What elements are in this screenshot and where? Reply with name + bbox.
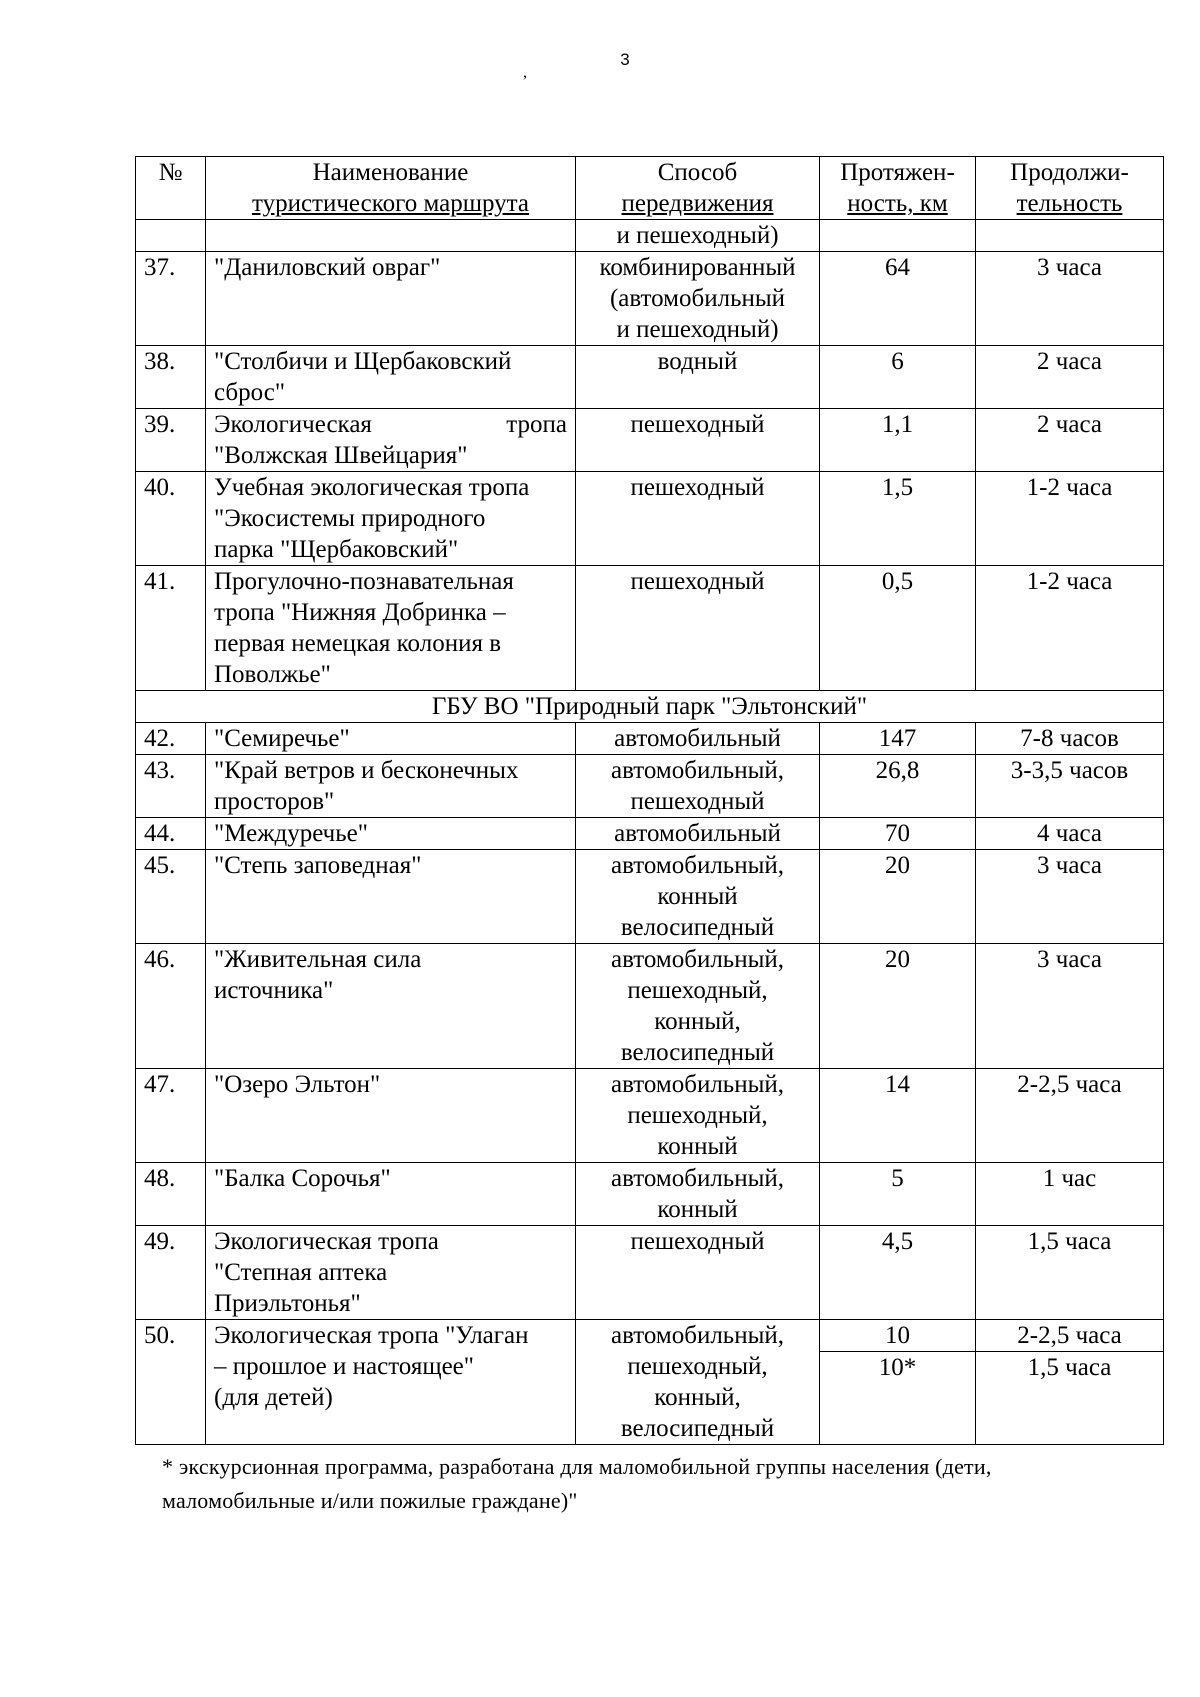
route-duration <box>976 1069 1164 1163</box>
transport-mode <box>576 723 820 755</box>
cell-line: Экологическая тропа <box>214 411 567 438</box>
cell-line: конный, <box>654 1008 741 1035</box>
cell-line: автомобильный, <box>611 1322 784 1349</box>
route-duration <box>976 755 1164 818</box>
cell-line: велосипедный <box>620 914 775 941</box>
cell-line: Прогулочно-познавательная <box>214 568 514 595</box>
row-number: 41. <box>136 566 206 691</box>
row-number: 39. <box>136 409 206 472</box>
cell-line: 1-2 часа <box>1026 568 1113 595</box>
cell-line: водный <box>657 348 738 375</box>
route-length <box>820 566 976 691</box>
cell-line: 70 <box>885 820 910 847</box>
route-name <box>206 346 576 409</box>
route-name <box>206 472 576 566</box>
cell-line: 2 часа <box>1037 411 1102 438</box>
route-duration <box>976 566 1164 691</box>
cell-line: автомобильный, <box>611 1165 784 1192</box>
cell-line: Способ <box>657 159 738 186</box>
row-number: 43. <box>136 755 206 818</box>
cell-line: ность, км <box>847 190 948 217</box>
section-title: ГБУ ВО "Природный парк "Эльтонский" <box>136 691 1164 723</box>
cell-line: конный <box>657 883 738 910</box>
cell-line: "Экосистемы природного <box>214 505 486 532</box>
transport-mode <box>576 818 820 850</box>
cell-line: автомобильный, <box>611 946 784 973</box>
transport-mode <box>576 1320 820 1445</box>
cell-line: первая немецкая колония в <box>214 630 502 657</box>
cell-line: пешеходный <box>630 1228 765 1255</box>
cell-line: 147 <box>878 725 917 752</box>
cell-name <box>206 220 576 252</box>
table-row <box>136 409 1164 472</box>
header-length <box>820 157 976 220</box>
route-name <box>206 566 576 691</box>
footnote: * экскурсионная программа, разработана для маломобильной группы населения (дети, маломобильные и/или пожилые граждане)" <box>162 1454 992 1513</box>
row-number: 44. <box>136 818 206 850</box>
transport-mode <box>576 566 820 691</box>
route-length <box>820 409 976 472</box>
route-duration <box>976 944 1164 1069</box>
table-body <box>136 220 1164 1445</box>
row-number: 45. <box>136 850 206 944</box>
cell-line: автомобильный <box>614 820 781 847</box>
cell-line: автомобильный <box>614 725 781 752</box>
route-duration <box>976 1163 1164 1226</box>
cell-line: конный <box>657 1133 738 1160</box>
cell-line: и пешеходный) <box>616 316 779 343</box>
cell-line: Учебная экологическая тропа <box>214 474 530 501</box>
transport-mode <box>576 850 820 944</box>
transport-mode <box>576 252 820 346</box>
route-name <box>206 723 576 755</box>
cell-line: – прошлое и настоящее" <box>214 1353 474 1380</box>
cell-line: автомобильный, <box>611 757 784 784</box>
cell-line: "Живительная сила <box>214 946 422 973</box>
cell-line: 3 часа <box>1037 852 1102 879</box>
cell-line: 1-2 часа <box>1026 474 1113 501</box>
cell-line: (автомобильный <box>609 285 786 312</box>
cell-line: 64 <box>885 254 910 281</box>
table-row <box>136 346 1164 409</box>
cell-line: передвижения <box>621 190 774 217</box>
route-length <box>820 1069 976 1163</box>
cell-line: 14 <box>885 1071 910 1098</box>
cell-line: Экологическая тропа <box>214 1228 439 1255</box>
route-length <box>820 346 976 409</box>
header-row <box>136 157 1164 220</box>
cell-line: 26,8 <box>875 757 920 784</box>
transport-mode <box>576 472 820 566</box>
cell-line: "Волжская Швейцария" <box>214 442 468 469</box>
cell-line: просторов" <box>214 788 335 815</box>
cell-line: 4 часа <box>1037 820 1102 847</box>
cell-line: "Озеро Эльтон" <box>214 1071 381 1098</box>
route-duration <box>976 472 1164 566</box>
cell-line: 1,5 часа <box>1027 1228 1112 1255</box>
route-length <box>820 472 976 566</box>
cell-line: Приэльтонья" <box>214 1290 361 1317</box>
cell-line: 1,5 <box>881 474 914 501</box>
cell-line: 4,5 <box>881 1228 914 1255</box>
cell-line: конный, <box>654 1384 741 1411</box>
route-name <box>206 1226 576 1320</box>
cell-num <box>136 220 206 252</box>
route-length <box>820 723 976 755</box>
row-number: 46. <box>136 944 206 1069</box>
transport-mode <box>576 755 820 818</box>
transport-mode <box>576 944 820 1069</box>
table-row <box>136 1226 1164 1320</box>
cell-line: пешеходный, <box>627 1102 768 1129</box>
cell-line: сброс" <box>214 379 286 406</box>
route-duration-children: 1,5 часа <box>976 1352 1164 1445</box>
header-transport-mode <box>576 157 820 220</box>
transport-mode <box>576 1226 820 1320</box>
cell-line: пешеходный <box>630 788 765 815</box>
cell-line: 6 <box>891 348 904 375</box>
section-row <box>136 691 1164 723</box>
route-name <box>206 850 576 944</box>
route-name <box>206 1163 576 1226</box>
route-length <box>820 818 976 850</box>
table-row <box>136 755 1164 818</box>
cell-line: велосипедный <box>620 1039 775 1066</box>
cell-line: (для детей) <box>214 1384 333 1411</box>
transport-mode <box>576 1163 820 1226</box>
route-duration <box>976 850 1164 944</box>
route-duration <box>976 818 1164 850</box>
route-length: 10 <box>820 1320 976 1352</box>
table-row <box>136 1163 1164 1226</box>
stray-mark: , <box>523 64 527 81</box>
cell-line: Экологическая тропа "Улаган <box>214 1322 529 1349</box>
transport-mode <box>576 1069 820 1163</box>
cell-line: "Семиречье" <box>214 725 350 752</box>
table-row <box>136 472 1164 566</box>
route-name <box>206 944 576 1069</box>
route-length <box>820 755 976 818</box>
routes-table <box>135 156 1164 1445</box>
cell-line: 2-2,5 часа <box>1017 1071 1122 1098</box>
cell-line: 20 <box>885 852 910 879</box>
table-row <box>136 1069 1164 1163</box>
table-row <box>136 818 1164 850</box>
cell-line: и пешеходный) <box>616 222 779 249</box>
cell-line: 5 <box>891 1165 904 1192</box>
cell-line: "Даниловский овраг" <box>214 254 441 281</box>
cell-line: автомобильный, <box>611 1071 784 1098</box>
cell-line: Продолжи- <box>1010 159 1129 186</box>
row-number: 37. <box>136 252 206 346</box>
route-name <box>206 1069 576 1163</box>
cell-line: Протяжен- <box>840 159 955 186</box>
row-number: 47. <box>136 1069 206 1163</box>
cell-line: "Степь заповедная" <box>214 852 422 879</box>
row-number: 50. <box>136 1320 206 1445</box>
transport-mode <box>576 409 820 472</box>
cell-line: пешеходный <box>630 568 765 595</box>
cell-line: источника" <box>214 977 334 1004</box>
row-number: 38. <box>136 346 206 409</box>
cell-line: 1,1 <box>881 411 914 438</box>
cell-len <box>820 220 976 252</box>
cell-line: "Столбичи и Щербаковский <box>214 348 512 375</box>
table-row-continuation <box>136 220 1164 252</box>
cell-line: "Междуречье" <box>214 820 368 847</box>
cell-line: пешеходный, <box>627 977 768 1004</box>
row-number: 42. <box>136 723 206 755</box>
cell-line: 3 часа <box>1037 254 1102 281</box>
cell-line: тропа "Нижняя Добринка – <box>214 599 506 626</box>
table-row <box>136 723 1164 755</box>
cell-line: "Край ветров и бесконечных <box>214 757 519 784</box>
header-number <box>136 157 206 220</box>
cell-line: пешеходный <box>630 411 765 438</box>
route-duration <box>976 1226 1164 1320</box>
cell-line: 20 <box>885 946 910 973</box>
table-row <box>136 944 1164 1069</box>
route-length <box>820 944 976 1069</box>
header-duration <box>976 157 1164 220</box>
route-length-children: 10* <box>820 1352 976 1445</box>
route-length <box>820 252 976 346</box>
row-number: 49. <box>136 1226 206 1320</box>
cell-line: 3-3,5 часов <box>1010 757 1129 784</box>
route-duration <box>976 252 1164 346</box>
page-number: 3 <box>620 50 630 69</box>
route-duration <box>976 723 1164 755</box>
cell-line: комбинированный <box>599 254 796 281</box>
cell-dur <box>976 220 1164 252</box>
cell-line: туристического маршрута <box>251 190 529 217</box>
cell-line: Наименование <box>312 159 469 186</box>
route-name <box>206 818 576 850</box>
route-name <box>206 252 576 346</box>
route-duration <box>976 409 1164 472</box>
table-row <box>136 1320 1164 1352</box>
row-number: 48. <box>136 1163 206 1226</box>
cell-line: велосипедный <box>620 1415 775 1442</box>
cell-line: автомобильный, <box>611 852 784 879</box>
table-row <box>136 850 1164 944</box>
route-duration <box>976 346 1164 409</box>
table-row <box>136 252 1164 346</box>
cell-line: № <box>158 159 183 186</box>
cell-line: конный <box>657 1196 738 1223</box>
cell-line: "Степная аптека <box>214 1259 388 1286</box>
cell-line: 0,5 <box>881 568 914 595</box>
cell-mode <box>576 220 820 252</box>
cell-line: парка "Щербаковский" <box>214 536 459 563</box>
route-length <box>820 1226 976 1320</box>
header-route-name <box>206 157 576 220</box>
cell-line: Поволжье" <box>214 661 331 688</box>
cell-line: пешеходный <box>630 474 765 501</box>
cell-line: тельность <box>1016 190 1123 217</box>
cell-line: 3 часа <box>1037 946 1102 973</box>
route-name <box>206 755 576 818</box>
cell-line: 7-8 часов <box>1020 725 1119 752</box>
route-name <box>206 1320 576 1445</box>
transport-mode <box>576 346 820 409</box>
route-duration: 2-2,5 часа <box>976 1320 1164 1352</box>
route-length <box>820 850 976 944</box>
route-name <box>206 409 576 472</box>
cell-line: 2 часа <box>1037 348 1102 375</box>
cell-line: "Балка Сорочья" <box>214 1165 391 1192</box>
row-number: 40. <box>136 472 206 566</box>
cell-line: пешеходный, <box>627 1353 768 1380</box>
table-row <box>136 566 1164 691</box>
cell-line: 1 час <box>1042 1165 1097 1192</box>
route-length <box>820 1163 976 1226</box>
